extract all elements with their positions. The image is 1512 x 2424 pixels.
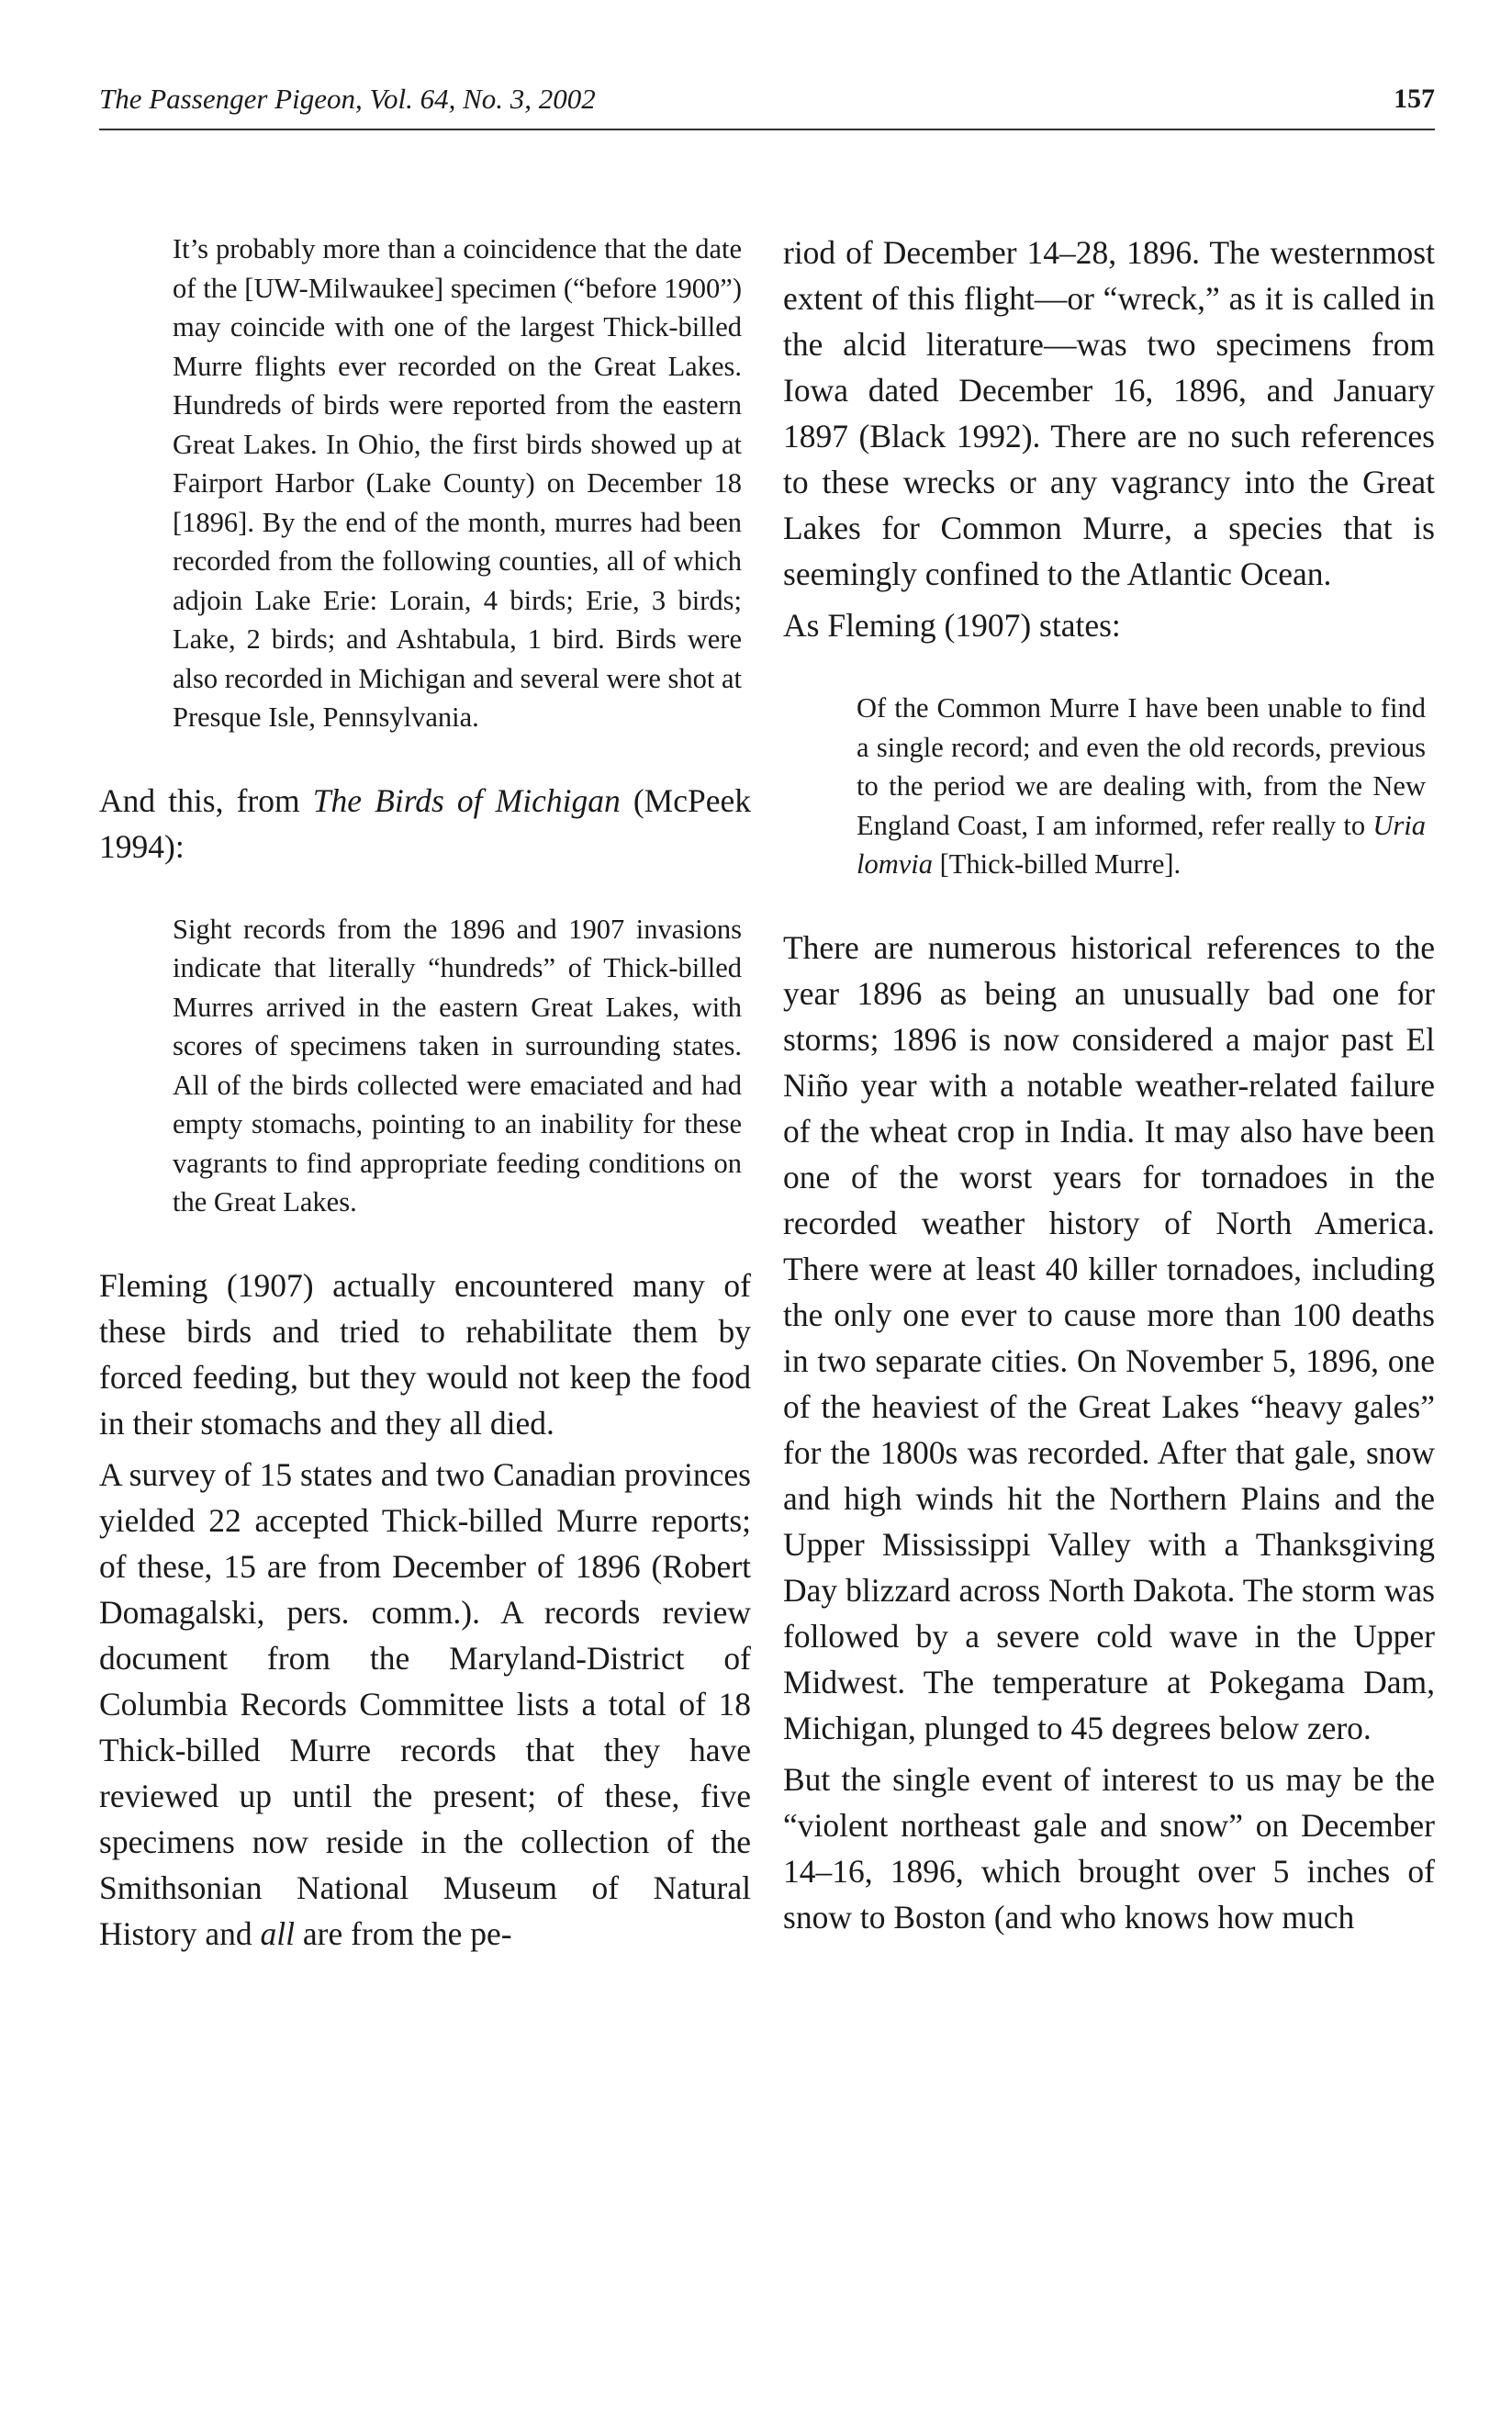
survey-paragraph (99, 1452, 751, 1957)
running-header (99, 81, 1435, 130)
fleming-block-quote (783, 689, 1435, 884)
right-column (783, 230, 1435, 1940)
continuation-paragraph: riod of December 14–28, 1896. The westernmost extent of this flight—or “wreck,” as it is called in the alcid literature—was two specimens from Iowa dated December 16, 1896, and January 1897 (Black 1992). There are no such references to these wrecks or any vagrancy into the Great Lakes for Common Murre, a species that is seemingly confined to the Atlantic Ocean. (783, 234, 1435, 592)
fleming-quote-after: [Thick-billed Murre]. (933, 848, 1182, 880)
survey-text-before: A survey of 15 states and two Canadian provinces yielded 22 accepted Thick-billed Murre reports; of these, 15 are from December of 1896 (Robert Domagalski, pers. comm.). A records review document from the Maryland-District of Columbia Records Committee lists a total of 18 Thick-billed Murre records that they have reviewed up until the present; of these, five specimens now reside in the collection of the Smithsonian National Museum of Natural History and (99, 1455, 751, 1952)
journal-citation: The Passenger Pigeon, Vol. 64, No. 3, 2002 (99, 83, 596, 115)
gale-paragraph: But the single event of interest to us may be the “violent northeast gale and snow” on December 14–16, 1896, which brought over 5 inches of snow to Boston (and who knows how much (783, 1760, 1435, 1936)
fleming-lead-paragraph: As Fleming (1907) states: (783, 607, 1121, 644)
fleming-quote-before: Of the Common Murre I have been unable to find a single record; and even the old records, previous to the period we are dealing with, from the New England Coast, I am informed, refer really to (857, 692, 1426, 841)
page-number: 157 (1394, 84, 1435, 114)
michigan-lead-paragraph (99, 778, 751, 870)
intro-quote-paragraph: It’s probably more than a coincidence that the date of the [UW-Milwaukee] specimen (“before 1900”) may coincide with one of the largest Thick-billed Murre flights ever recorded on the Great Lakes. Hundreds of birds were reported from the eastern Great Lakes. In Ohio, the first birds showed up at Fairport Harbor (Lake County) on December 18 [1896]. By the end of the month, murres had been recorded from the following counties, all of which adjoin Lake Erie: Lorain, 4 birds; Erie, 3 birds; Lake, 2 birds; and Ashtabula, 1 bird. Birds were also recorded in Michigan and several were shot at Presque Isle, Pennsylvania. (173, 233, 742, 733)
michigan-book-title: The Birds of Michigan (312, 781, 621, 819)
michigan-block-quote: Sight records from the 1896 and 1907 invasions indicate that literally “hundreds” of Thick-billed Murres arrived in the eastern Great Lakes, with scores of specimens taken in surrounding states. All of the birds collected were emaciated and had empty stomachs, pointing to an inability for these vagrants to find appropriate feeding conditions on the Great Lakes. (173, 913, 742, 1218)
left-column (99, 230, 751, 1957)
michigan-lead-before: And this, from (99, 781, 313, 819)
survey-text-after: are from the pe- (295, 1914, 512, 1952)
species-name: Uria lomvia (857, 809, 1426, 880)
michigan-lead-after: (McPeek 1994): (99, 781, 752, 865)
fleming-paragraph: Fleming (1907) actually encountered many of these birds and tried to rehabilitate them by forced feeding, but they would not keep the food in their stomachs and they all died. (99, 1266, 751, 1442)
storms-paragraph: There are numerous historical references to the year 1896 as being an unusually bad one for storms; 1896 is now considered a major past El Niño year with a notable weather-related failure of the wheat crop in India. It may also have been one of the worst years for tornadoes in the recorded weather history of North America. There were at least 40 killer tornadoes, including the only one ever to cause more than 100 deaths in two separate cities. On November 5, 1896, one of the heaviest of the Great Lakes “heavy gales” for the 1800s was recorded. After that gale, snow and high winds hit the Northern Plains and the Upper Mississippi Valley with a Thanksgiving Day blizzard across North Dakota. The storm was followed by a severe cold wave in the Upper Midwest. The temperature at Pokegama Dam, Michigan, plunged to 45 degrees below zero. (783, 928, 1435, 1746)
survey-emphasis: all (260, 1914, 295, 1952)
